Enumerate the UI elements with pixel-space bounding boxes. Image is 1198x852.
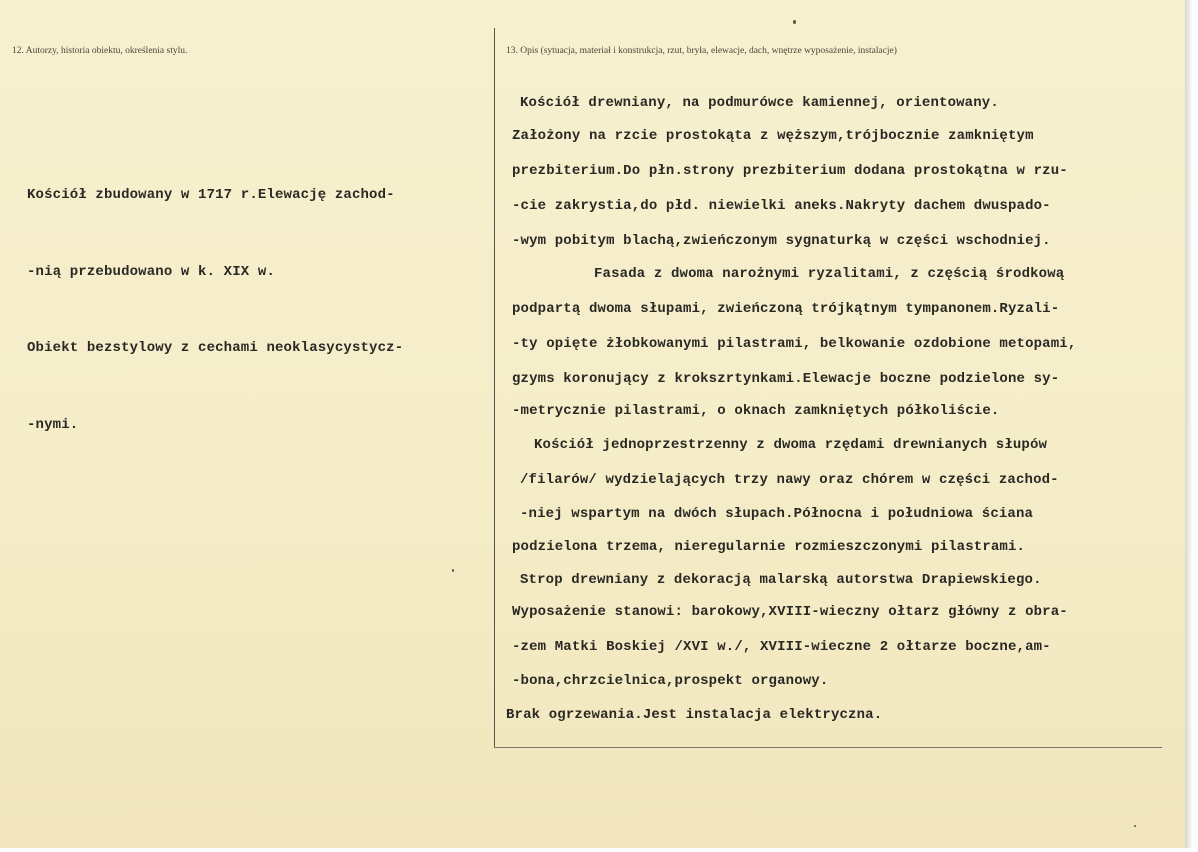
right-line: /filarów/ wydzielających trzy nawy oraz chórem w części zachod-	[520, 472, 1059, 488]
right-line: Strop drewniany z dekoracją malarską autorstwa Drapiewskiego.	[520, 572, 1042, 588]
right-line: podpartą dwoma słupami, zwieńczoną trójkątnym tympanonem.Ryzali-	[512, 301, 1060, 317]
right-line: -bona,chrzcielnica,prospekt organowy.	[512, 673, 829, 689]
field-12-header: 12. Autorzy, historia obiektu, określenia stylu.	[12, 46, 188, 56]
field-13-header: 13. Opis (sytuacja, materiał i konstrukcja, rzut, bryła, elewacje, dach, wnętrze wyposażenie, instalacje)	[506, 46, 897, 56]
left-line: -nymi.	[27, 416, 79, 433]
right-line: -niej wspartym na dwóch słupach.Północna i południowa ściana	[520, 506, 1034, 522]
right-line: -zem Matki Boskiej /XVI w./, XVIII-wieczne 2 ołtarze boczne,am-	[512, 639, 1051, 655]
right-line: Kościół jednoprzestrzenny z dwoma rzędami drewnianych słupów	[534, 437, 1048, 453]
left-line: -nią przebudowano w k. XIX w.	[27, 263, 275, 280]
right-line: -wym pobitym blachą,zwieńczonym sygnaturką w części wschodniej.	[512, 233, 1051, 249]
left-line: Kościół zbudowany w 1717 r.Elewację zachod-	[27, 187, 395, 203]
vertical-divider	[494, 28, 495, 748]
card-right-edge	[1185, 0, 1198, 852]
right-line: -cie zakrystia,do płd. niewielki aneks.Nakryty dachem dwuspado-	[512, 198, 1051, 214]
left-line: Obiekt bezstylowy z cechami neoklasycystycz-	[27, 340, 404, 356]
ink-speck	[793, 20, 796, 24]
right-line: -metrycznie pilastrami, o oknach zamkniętych półkoliście.	[512, 403, 1000, 419]
ink-speck	[452, 569, 454, 572]
right-line: podzielona trzema, nieregularnie rozmieszczonymi pilastrami.	[512, 539, 1026, 555]
right-line: Brak ogrzewania.Jest instalacja elektryczna.	[506, 707, 883, 723]
horizontal-divider	[494, 747, 1162, 748]
right-line: -ty opięte żłobkowanymi pilastrami, belkowanie ozdobione metopami,	[512, 336, 1077, 352]
right-line: Założony na rzcie prostokąta z węższym,trójbocznie zamkniętym	[512, 128, 1034, 144]
right-line: Fasada z dwoma narożnymi ryzalitami, z częścią środkową	[594, 266, 1065, 282]
right-line: gzyms koronujący z krokszrtynkami.Elewacje boczne podzielone sy-	[512, 371, 1060, 387]
right-line: Kościół drewniany, na podmurówce kamiennej, orientowany.	[520, 95, 999, 111]
right-line: prezbiterium.Do płn.strony prezbiterium dodana prostokątna w rzu-	[512, 163, 1068, 179]
ink-speck	[1134, 825, 1136, 827]
right-line: Wyposażenie stanowi: barokowy,XVIII-wieczny ołtarz główny z obra-	[512, 604, 1068, 620]
card-bottom-edge	[0, 848, 1198, 852]
field-12-text	[27, 132, 403, 489]
